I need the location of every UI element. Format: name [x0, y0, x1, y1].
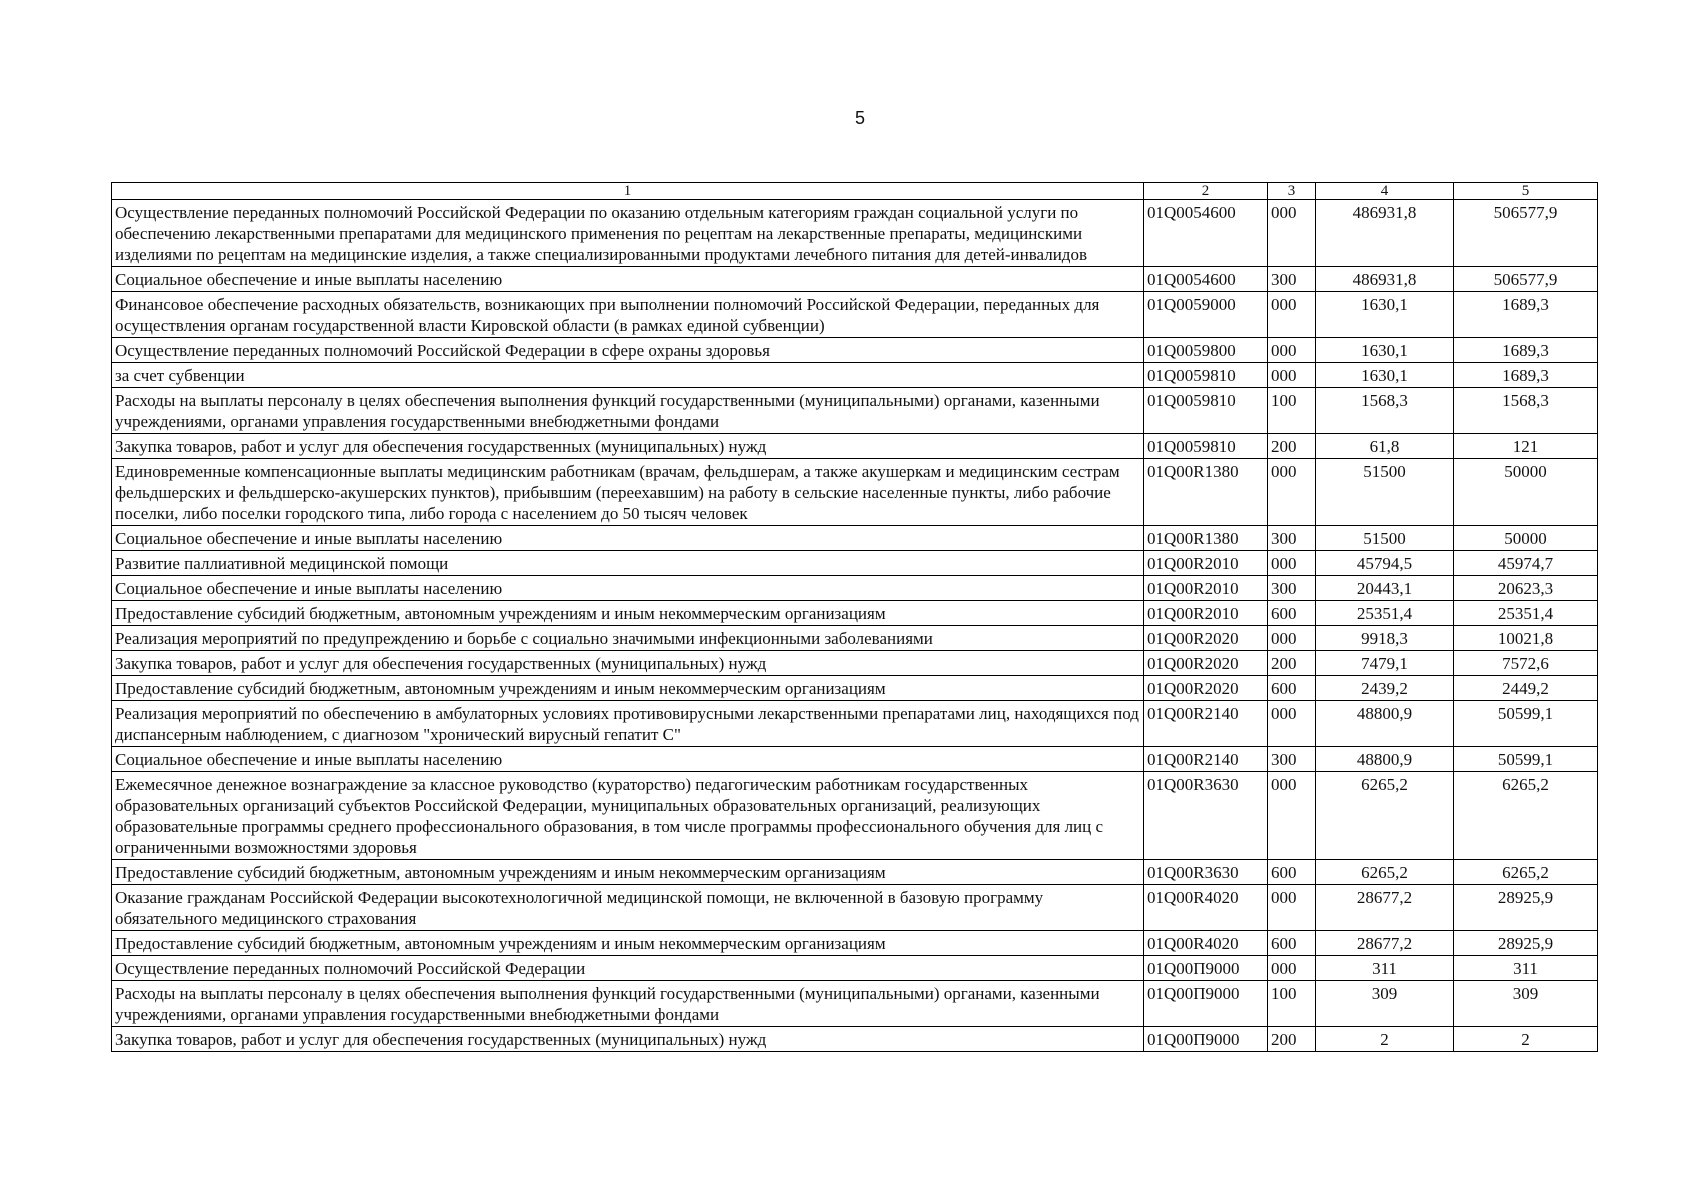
row-name: Оказание гражданам Российской Федерации высокотехнологичной медицинской помощи, не включенной в базовую программу обязательного медицинского страхования [112, 885, 1144, 931]
row-name: Ежемесячное денежное вознаграждение за классное руководство (кураторство) педагогическим работникам государственных образовательных организаций субъектов Российской Федерации, муниципальных образовательных организаций, реализующих образовательные программы среднего профессионального образования, в том числе программы профессионального обучения для лиц с ограниченными возможностями здоровья [112, 772, 1144, 860]
table-row [112, 576, 1598, 601]
amount-year-2: 20623,3 [1454, 576, 1598, 601]
table-row [112, 434, 1598, 459]
amount-year-2: 28925,9 [1454, 931, 1598, 956]
target-article-code: 01Q00R2010 [1144, 576, 1268, 601]
expense-type-code: 600 [1268, 676, 1316, 701]
table-row [112, 551, 1598, 576]
amount-year-1: 7479,1 [1316, 651, 1454, 676]
target-article-code: 01Q00R2020 [1144, 626, 1268, 651]
expense-type-code: 000 [1268, 956, 1316, 981]
table-row [112, 388, 1598, 434]
amount-year-2: 28925,9 [1454, 885, 1598, 931]
amount-year-1: 2 [1316, 1027, 1454, 1052]
amount-year-1: 28677,2 [1316, 931, 1454, 956]
amount-year-2: 25351,4 [1454, 601, 1598, 626]
amount-year-2: 309 [1454, 981, 1598, 1027]
target-article-code: 01Q00R2140 [1144, 701, 1268, 747]
table-row [112, 772, 1598, 860]
row-name: Развитие паллиативной медицинской помощи [112, 551, 1144, 576]
expense-type-code: 200 [1268, 651, 1316, 676]
target-article-code: 01Q0059810 [1144, 363, 1268, 388]
amount-year-2: 1689,3 [1454, 292, 1598, 338]
table-row [112, 885, 1598, 931]
row-name: Расходы на выплаты персоналу в целях обеспечения выполнения функций государственными (муниципальными) органами, казенными учреждениями, органами управления государственными внебюджетными фондами [112, 981, 1144, 1027]
amount-year-2: 45974,7 [1454, 551, 1598, 576]
amount-year-1: 61,8 [1316, 434, 1454, 459]
target-article-code: 01Q0054600 [1144, 200, 1268, 267]
amount-year-1: 25351,4 [1316, 601, 1454, 626]
target-article-code: 01Q00R2010 [1144, 551, 1268, 576]
amount-year-1: 486931,8 [1316, 200, 1454, 267]
target-article-code: 01Q00R1380 [1144, 459, 1268, 526]
table-row [112, 747, 1598, 772]
table-row [112, 459, 1598, 526]
expense-type-code: 600 [1268, 601, 1316, 626]
row-name: Осуществление переданных полномочий Российской Федерации [112, 956, 1144, 981]
amount-year-2: 50599,1 [1454, 701, 1598, 747]
expense-type-code: 000 [1268, 292, 1316, 338]
table-row [112, 267, 1598, 292]
target-article-code: 01Q0059800 [1144, 338, 1268, 363]
expense-type-code: 000 [1268, 459, 1316, 526]
expense-type-code: 000 [1268, 338, 1316, 363]
expense-type-code: 000 [1268, 701, 1316, 747]
expense-type-code: 000 [1268, 200, 1316, 267]
target-article-code: 01Q00R4020 [1144, 931, 1268, 956]
row-name: Предоставление субсидий бюджетным, автономным учреждениям и иным некоммерческим организациям [112, 931, 1144, 956]
amount-year-2: 1689,3 [1454, 338, 1598, 363]
amount-year-1: 1630,1 [1316, 363, 1454, 388]
row-name: Осуществление переданных полномочий Российской Федерации по оказанию отдельным категориям граждан социальной услуги по обеспечению лекарственными препаратами для медицинского применения по рецептам на лекарственные препараты, медицинскими изделиями по рецептам на медицинские изделия, а также специализированными продуктами лечебного питания для детей-инвалидов [112, 200, 1144, 267]
expense-type-code: 200 [1268, 1027, 1316, 1052]
table-row [112, 363, 1598, 388]
expense-type-code: 100 [1268, 388, 1316, 434]
table-row [112, 1027, 1598, 1052]
amount-year-2: 1689,3 [1454, 363, 1598, 388]
amount-year-1: 28677,2 [1316, 885, 1454, 931]
table-row [112, 200, 1598, 267]
expense-type-code: 000 [1268, 772, 1316, 860]
amount-year-1: 6265,2 [1316, 860, 1454, 885]
table-row [112, 981, 1598, 1027]
row-name: Закупка товаров, работ и услуг для обеспечения государственных (муниципальных) нужд [112, 651, 1144, 676]
row-name: Предоставление субсидий бюджетным, автономным учреждениям и иным некоммерческим организациям [112, 601, 1144, 626]
table-row [112, 956, 1598, 981]
amount-year-1: 1630,1 [1316, 292, 1454, 338]
expense-type-code: 200 [1268, 434, 1316, 459]
expense-type-code: 300 [1268, 267, 1316, 292]
amount-year-2: 2449,2 [1454, 676, 1598, 701]
table-row [112, 601, 1598, 626]
row-name: Предоставление субсидий бюджетным, автономным учреждениям и иным некоммерческим организациям [112, 676, 1144, 701]
row-name: Реализация мероприятий по предупреждению и борьбе с социально значимыми инфекционными заболеваниями [112, 626, 1144, 651]
table-row [112, 860, 1598, 885]
amount-year-1: 20443,1 [1316, 576, 1454, 601]
row-name: Расходы на выплаты персоналу в целях обеспечения выполнения функций государственными (муниципальными) органами, казенными учреждениями, органами управления государственными внебюджетными фондами [112, 388, 1144, 434]
row-name: Социальное обеспечение и иные выплаты населению [112, 267, 1144, 292]
amount-year-2: 50599,1 [1454, 747, 1598, 772]
amount-year-1: 1630,1 [1316, 338, 1454, 363]
row-name: Осуществление переданных полномочий Российской Федерации в сфере охраны здоровья [112, 338, 1144, 363]
expense-type-code: 600 [1268, 860, 1316, 885]
amount-year-1: 2439,2 [1316, 676, 1454, 701]
target-article-code: 01Q0059000 [1144, 292, 1268, 338]
page-number: 5 [854, 108, 865, 128]
amount-year-2: 1568,3 [1454, 388, 1598, 434]
table-body [112, 200, 1598, 1052]
amount-year-2: 311 [1454, 956, 1598, 981]
expense-type-code: 300 [1268, 526, 1316, 551]
amount-year-2: 10021,8 [1454, 626, 1598, 651]
amount-year-2: 121 [1454, 434, 1598, 459]
row-name: Социальное обеспечение и иные выплаты населению [112, 747, 1144, 772]
expense-type-code: 100 [1268, 981, 1316, 1027]
target-article-code: 01Q00R3630 [1144, 860, 1268, 885]
target-article-code: 01Q00П9000 [1144, 956, 1268, 981]
budget-table [111, 182, 1598, 1052]
row-name: Реализация мероприятий по обеспечению в амбулаторных условиях противовирусными лекарственными препаратами лиц, находящихся под диспансерным наблюдением, с диагнозом "хронический вирусный гепатит С" [112, 701, 1144, 747]
row-name: Социальное обеспечение и иные выплаты населению [112, 576, 1144, 601]
table-header [112, 183, 1598, 200]
amount-year-1: 51500 [1316, 526, 1454, 551]
target-article-code: 01Q00П9000 [1144, 1027, 1268, 1052]
table-row [112, 626, 1598, 651]
row-name: Социальное обеспечение и иные выплаты населению [112, 526, 1144, 551]
target-article-code: 01Q0059810 [1144, 434, 1268, 459]
amount-year-1: 45794,5 [1316, 551, 1454, 576]
table-row [112, 338, 1598, 363]
amount-year-1: 486931,8 [1316, 267, 1454, 292]
expense-type-code: 600 [1268, 931, 1316, 956]
expense-type-code: 300 [1268, 576, 1316, 601]
amount-year-2: 506577,9 [1454, 200, 1598, 267]
table-row [112, 931, 1598, 956]
expense-type-code: 000 [1268, 626, 1316, 651]
table-row [112, 292, 1598, 338]
table-row [112, 526, 1598, 551]
target-article-code: 01Q0054600 [1144, 267, 1268, 292]
target-article-code: 01Q0059810 [1144, 388, 1268, 434]
row-name: Закупка товаров, работ и услуг для обеспечения государственных (муниципальных) нужд [112, 434, 1144, 459]
row-name: за счет субвенции [112, 363, 1144, 388]
amount-year-1: 1568,3 [1316, 388, 1454, 434]
header-col-5: 5 [1454, 183, 1598, 200]
amount-year-2: 50000 [1454, 459, 1598, 526]
row-name: Финансовое обеспечение расходных обязательств, возникающих при выполнении полномочий Российской Федерации, переданных для осуществления органам государственной власти Кировской области (в рамках единой субвенции) [112, 292, 1144, 338]
amount-year-1: 309 [1316, 981, 1454, 1027]
amount-year-2: 2 [1454, 1027, 1598, 1052]
row-name: Предоставление субсидий бюджетным, автономным учреждениям и иным некоммерческим организациям [112, 860, 1144, 885]
amount-year-2: 50000 [1454, 526, 1598, 551]
amount-year-1: 51500 [1316, 459, 1454, 526]
target-article-code: 01Q00R2020 [1144, 651, 1268, 676]
target-article-code: 01Q00R3630 [1144, 772, 1268, 860]
amount-year-1: 48800,9 [1316, 701, 1454, 747]
amount-year-1: 6265,2 [1316, 772, 1454, 860]
target-article-code: 01Q00П9000 [1144, 981, 1268, 1027]
target-article-code: 01Q00R2020 [1144, 676, 1268, 701]
table-row [112, 701, 1598, 747]
expense-type-code: 000 [1268, 885, 1316, 931]
expense-type-code: 000 [1268, 551, 1316, 576]
amount-year-2: 506577,9 [1454, 267, 1598, 292]
amount-year-2: 6265,2 [1454, 772, 1598, 860]
amount-year-1: 311 [1316, 956, 1454, 981]
header-col-4: 4 [1316, 183, 1454, 200]
header-col-2: 2 [1144, 183, 1268, 200]
row-name: Единовременные компенсационные выплаты медицинским работникам (врачам, фельдшерам, а также акушеркам и медицинским сестрам фельдшерских и фельдшерско-акушерских пунктов), прибывшим (переехавшим) на работу в сельские населенные пункты, либо рабочие поселки, либо поселки городского типа, либо города с населением до 50 тысяч человек [112, 459, 1144, 526]
target-article-code: 01Q00R1380 [1144, 526, 1268, 551]
amount-year-2: 7572,6 [1454, 651, 1598, 676]
amount-year-1: 9918,3 [1316, 626, 1454, 651]
header-col-3: 3 [1268, 183, 1316, 200]
table-row [112, 676, 1598, 701]
target-article-code: 01Q00R4020 [1144, 885, 1268, 931]
amount-year-2: 6265,2 [1454, 860, 1598, 885]
row-name: Закупка товаров, работ и услуг для обеспечения государственных (муниципальных) нужд [112, 1027, 1144, 1052]
target-article-code: 01Q00R2010 [1144, 601, 1268, 626]
table-row [112, 651, 1598, 676]
amount-year-1: 48800,9 [1316, 747, 1454, 772]
expense-type-code: 000 [1268, 363, 1316, 388]
header-row [112, 183, 1598, 200]
header-col-1: 1 [112, 183, 1144, 200]
expense-type-code: 300 [1268, 747, 1316, 772]
target-article-code: 01Q00R2140 [1144, 747, 1268, 772]
